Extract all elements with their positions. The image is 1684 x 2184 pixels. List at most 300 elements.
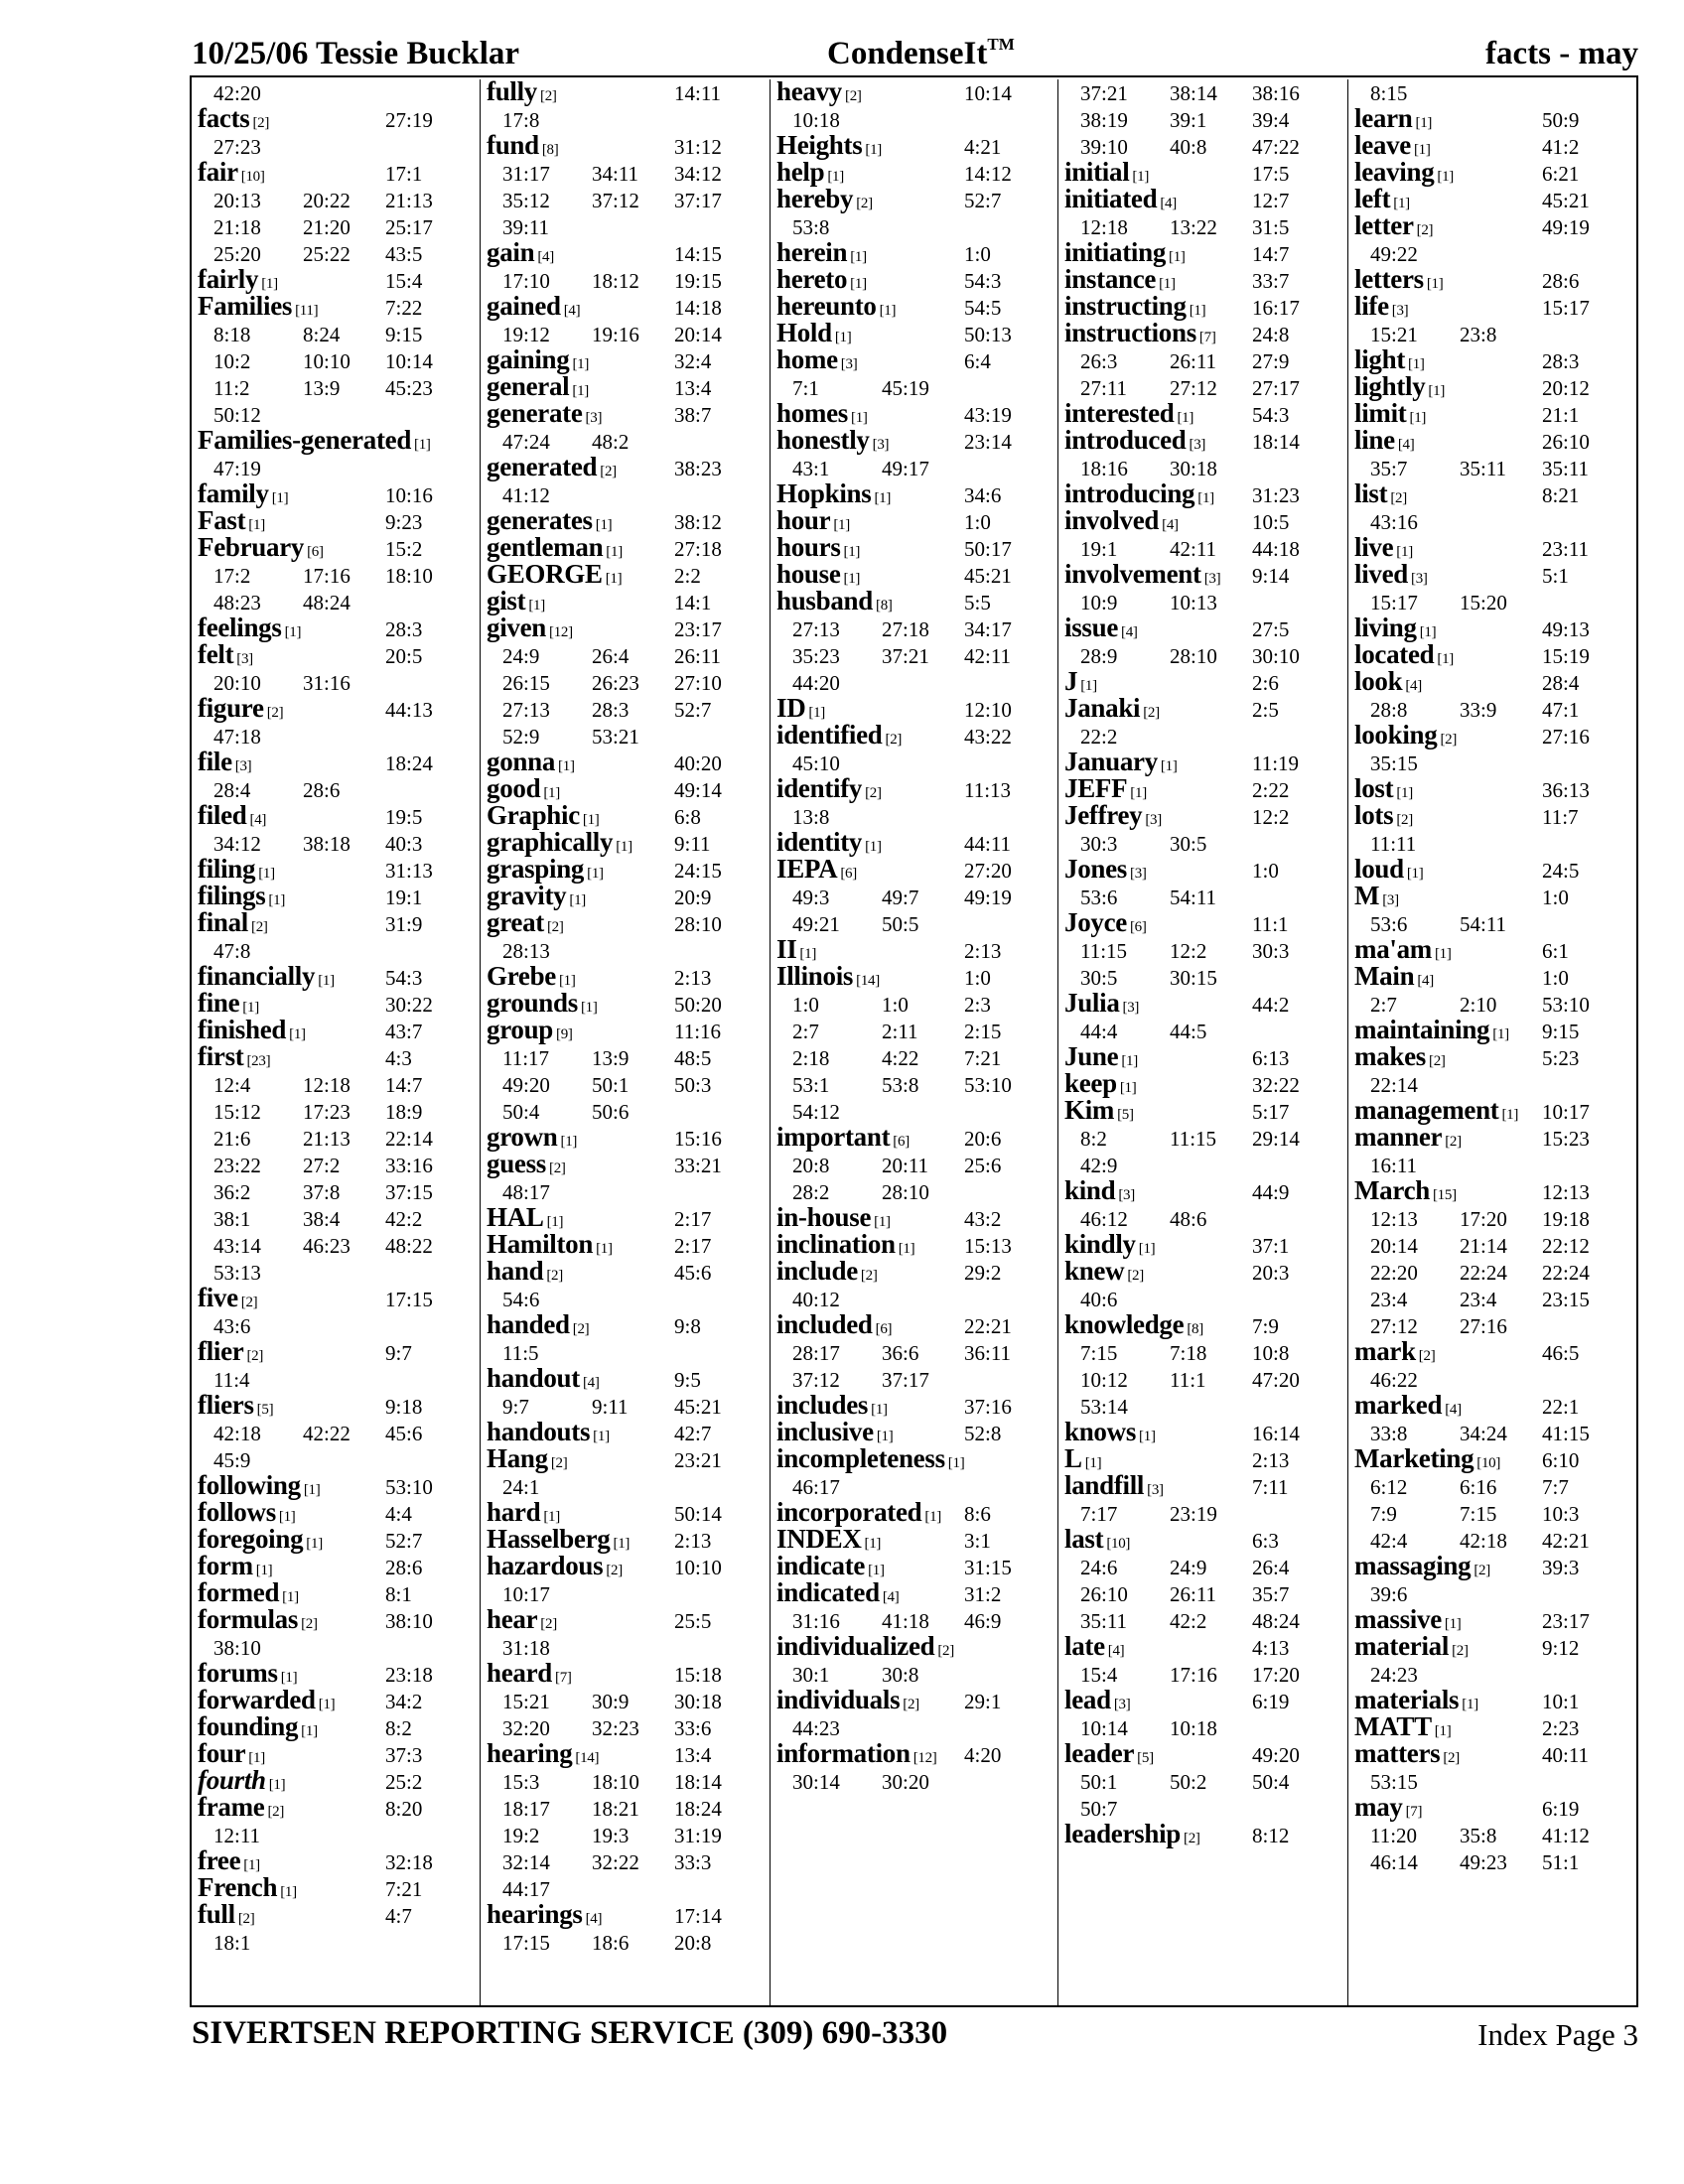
page-line-ref: 1:0 [1252, 859, 1279, 883]
entry-line [1348, 1122, 1637, 1152]
headword-text: IEPA [776, 854, 838, 884]
occurrence-count: [1] [1084, 1455, 1102, 1471]
entry-line [1348, 130, 1637, 160]
entry-line [1348, 1312, 1637, 1339]
page-line-ref: 33:21 [674, 1154, 722, 1177]
entry-line [1058, 318, 1347, 347]
entry-line [1058, 1229, 1347, 1259]
occurrence-count: [1] [268, 892, 286, 908]
entry-line [481, 881, 770, 910]
headword-text: gaining [487, 344, 570, 374]
page-line-ref: 10:8 [1252, 1341, 1290, 1365]
page-line-ref: 28:9 [1080, 644, 1118, 668]
index-entry [192, 1792, 482, 1848]
occurrence-count: [1] [843, 544, 861, 560]
page-line-ref: 44:11 [964, 832, 1012, 856]
entry-line [192, 961, 482, 991]
occurrence-count: [6] [875, 1321, 893, 1337]
page-line-ref: 38:19 [1080, 108, 1128, 132]
entry-line [192, 907, 482, 937]
page-line-ref: 36:11 [964, 1341, 1012, 1365]
entry-line [192, 669, 482, 696]
page-line-ref: 30:14 [792, 1770, 840, 1794]
entry-line [481, 1848, 770, 1875]
occurrence-count: [10] [240, 169, 265, 185]
page-line-ref: 30:10 [1252, 644, 1300, 668]
page-line-ref: 49:7 [882, 886, 919, 909]
entry-line [1348, 103, 1637, 133]
page-line-ref: 11:15 [1170, 1127, 1217, 1151]
page-line-ref: 53:21 [592, 725, 639, 749]
occurrence-count: [4] [1121, 624, 1138, 640]
entry-line [771, 1551, 1059, 1580]
page-line-ref: 13:4 [674, 1743, 712, 1767]
page-line-ref: 18:24 [674, 1797, 722, 1821]
headword-text: learn [1354, 103, 1413, 133]
entry-line [481, 937, 770, 964]
entry-line [192, 589, 482, 615]
page-line-ref: 30:1 [792, 1663, 830, 1687]
page-line-ref: 35:15 [1370, 751, 1418, 775]
page-line-ref: 41:15 [1542, 1422, 1590, 1445]
page-line-ref: 38:10 [385, 1609, 433, 1633]
headword-text: marked [1354, 1390, 1443, 1420]
occurrence-count: [3] [1118, 1187, 1135, 1203]
entry-line [771, 1018, 1059, 1044]
page-line-ref: 10:5 [1252, 510, 1290, 534]
page-line-ref: 2:17 [674, 1234, 712, 1258]
index-entry [1058, 1041, 1347, 1071]
page-line-ref: 53:10 [964, 1073, 1012, 1097]
headword-text: management [1354, 1095, 1499, 1125]
page-line-ref: 2:13 [964, 939, 1002, 963]
occurrence-count: [1] [280, 1884, 297, 1900]
page-line-ref: 42:20 [213, 81, 261, 105]
entry-line [771, 1390, 1059, 1420]
entry-line [771, 1738, 1059, 1768]
occurrence-count: [2] [1474, 1563, 1490, 1578]
page-line-ref: 20:3 [1252, 1261, 1290, 1285]
occurrence-count: [2] [1416, 222, 1434, 238]
page-line-ref: 14:1 [674, 591, 712, 614]
headword-text: letters [1354, 264, 1424, 294]
index-entry [192, 79, 482, 106]
headword-text: makes [1354, 1041, 1426, 1071]
headword-text: incorporated [776, 1497, 922, 1527]
entry-line [192, 1658, 482, 1688]
occurrence-count: [10] [1476, 1455, 1501, 1471]
index-entry [1348, 1390, 1637, 1446]
headword-text: Illinois [776, 961, 854, 991]
entry-line [192, 532, 482, 562]
entry-line [771, 1309, 1059, 1339]
headword-text: located [1354, 639, 1435, 669]
page-line-ref: 27:12 [1370, 1314, 1418, 1338]
page-line-ref: 11:1 [1170, 1368, 1206, 1392]
page-line-ref: 5:1 [1542, 564, 1569, 588]
entry-line [771, 213, 1059, 240]
page-line-ref: 7:21 [385, 1877, 423, 1901]
page-line-ref: 44:4 [1080, 1020, 1118, 1043]
occurrence-count: [2] [237, 1911, 255, 1927]
headword-text: inclination [776, 1229, 896, 1259]
page-line-ref: 21:18 [213, 215, 261, 239]
page-line-ref: 42:2 [385, 1207, 423, 1231]
index-entry [771, 1309, 1059, 1393]
headword-text: fair [198, 157, 238, 187]
page-line-ref: 32:20 [502, 1716, 550, 1740]
page-line-ref: 6:19 [1252, 1690, 1290, 1713]
index-entry [481, 1309, 770, 1366]
entry-line [481, 1229, 770, 1259]
index-entry [1058, 1470, 1347, 1527]
page-line-ref: 8:6 [964, 1502, 991, 1526]
page-line-ref: 17:15 [385, 1288, 433, 1311]
entry-line [481, 1178, 770, 1205]
headword-text: introducing [1064, 478, 1195, 508]
entry-line [771, 1577, 1059, 1607]
occurrence-count: [1] [1501, 1107, 1519, 1123]
index-entry [1058, 157, 1347, 187]
entry-line [1058, 747, 1347, 776]
headword-text: gonna [487, 747, 556, 776]
page-line-ref: 48:2 [592, 430, 630, 454]
headword-text: JEFF [1064, 773, 1128, 803]
index-entry [192, 1577, 482, 1607]
page-line-ref: 12:18 [303, 1073, 351, 1097]
occurrence-count: [8] [541, 142, 559, 158]
occurrence-count: [1] [243, 1857, 260, 1873]
entry-line [192, 1152, 482, 1178]
page-line-ref: 10:18 [792, 108, 840, 132]
entry-line [771, 1339, 1059, 1366]
occurrence-count: [1] [1138, 1241, 1156, 1257]
page-line-ref: 42:11 [1170, 537, 1217, 561]
entry-line [192, 937, 482, 964]
page-line-ref: 15:20 [1460, 591, 1507, 614]
headword-text: grounds [487, 988, 578, 1018]
occurrence-count: [8] [1187, 1321, 1203, 1337]
entry-line [1058, 237, 1347, 267]
page-line-ref: 31:13 [385, 859, 433, 883]
headword-text: following [198, 1470, 301, 1500]
entry-line [192, 1792, 482, 1822]
entry-line [192, 562, 482, 589]
page-line-ref: 12:11 [213, 1824, 261, 1847]
entry-line [1348, 1205, 1637, 1232]
index-entry [192, 1872, 482, 1902]
index-entry [771, 184, 1059, 240]
headword-text: Main [1354, 961, 1415, 991]
entry-line [771, 1714, 1059, 1741]
index-entry [192, 615, 482, 642]
page-line-ref: 49:22 [1370, 242, 1418, 266]
headword-text: forwarded [198, 1685, 316, 1714]
page-line-ref: 27:10 [674, 671, 722, 695]
headword-text: includes [776, 1390, 869, 1420]
page-line-ref: 46:5 [1542, 1341, 1580, 1365]
page-line-ref: 46:23 [303, 1234, 351, 1258]
page-line-ref: 48:6 [1170, 1207, 1207, 1231]
index-entry [771, 505, 1059, 535]
headword-text: given [487, 613, 547, 642]
occurrence-count: [2] [845, 88, 862, 104]
entry-line [192, 639, 482, 669]
occurrence-count: [1] [580, 1000, 598, 1016]
page-line-ref: 25:2 [385, 1770, 423, 1794]
headword-text: grasping [487, 854, 585, 884]
occurrence-count: [2] [251, 919, 268, 935]
page-line-ref: 38:23 [674, 457, 722, 480]
page-line-ref: 30:22 [385, 993, 433, 1017]
entry-line [192, 693, 482, 723]
page-line-ref: 42:9 [1080, 1154, 1118, 1177]
entry-line [481, 1929, 770, 1956]
page-line-ref: 9:14 [1252, 564, 1290, 588]
entry-line [192, 1899, 482, 1929]
headword-text: general [487, 371, 570, 401]
page-line-ref: 12:2 [1170, 939, 1207, 963]
entry-line [771, 1685, 1059, 1714]
headword-text: Families-generated [198, 425, 412, 455]
index-entry [1348, 184, 1637, 213]
page-line-ref: 20:12 [1542, 376, 1590, 400]
headword-text: Hang [487, 1443, 548, 1473]
page-line-ref: 22:24 [1542, 1261, 1590, 1285]
headword-text: four [198, 1738, 246, 1768]
headword-text: M [1354, 881, 1380, 910]
page-line-ref: 18:10 [592, 1770, 639, 1794]
page-line-ref: 30:9 [592, 1690, 630, 1713]
occurrence-count: [1] [1080, 678, 1097, 694]
entry-line [481, 291, 770, 321]
entry-line [481, 1899, 770, 1929]
headword-text: loud [1354, 854, 1404, 884]
page-line-ref: 17:1 [385, 162, 423, 186]
entry-line [481, 773, 770, 803]
page-line-ref: 37:17 [882, 1368, 929, 1392]
occurrence-count: [1] [587, 866, 604, 882]
page-line-ref: 14:18 [674, 296, 722, 320]
headword-text: feelings [198, 613, 282, 642]
entry-line [1348, 1366, 1637, 1393]
page-line-ref: 39:11 [502, 215, 550, 239]
page-line-ref: 49:17 [882, 457, 929, 480]
page-line-ref: 1:0 [1542, 966, 1569, 990]
entry-line [1058, 666, 1347, 696]
page-line-ref: 9:11 [592, 1395, 629, 1419]
occurrence-count: [1] [1169, 249, 1186, 265]
entry-line [1058, 1339, 1347, 1366]
entry-line [481, 1822, 770, 1848]
headword-text: fund [487, 130, 539, 160]
page-line-ref: 19:12 [502, 323, 550, 346]
page-line-ref: 10:10 [303, 349, 351, 373]
headword-text: Fast [198, 505, 246, 535]
entry-line [1348, 1738, 1637, 1768]
index-entry [771, 425, 1059, 481]
index-entry [771, 1631, 1059, 1688]
page-line-ref: 52:8 [964, 1422, 1002, 1445]
page-line-ref: 37:1 [1252, 1234, 1290, 1258]
index-entry [1348, 1015, 1637, 1044]
page-line-ref: 11:15 [1080, 939, 1128, 963]
headword-text: knowledge [1064, 1309, 1185, 1339]
occurrence-count: [2] [860, 1268, 878, 1284]
index-entry [1348, 666, 1637, 723]
occurrence-count: [1] [289, 1026, 306, 1042]
entry-line [192, 240, 482, 267]
entry-line [192, 1420, 482, 1446]
index-entry [192, 1899, 482, 1956]
page-line-ref: 50:20 [674, 993, 722, 1017]
page-line-ref: 11:11 [1370, 832, 1417, 856]
occurrence-count: [1] [864, 1536, 882, 1552]
headword-text: handed [487, 1309, 570, 1339]
headword-text: individuals [776, 1685, 901, 1714]
page-line-ref: 25:17 [385, 215, 433, 239]
headword-text: INDEX [776, 1524, 862, 1554]
occurrence-count: [1] [1492, 1026, 1509, 1042]
header-product [827, 36, 1015, 72]
page-line-ref: 28:10 [882, 1180, 929, 1204]
headword-text: ID [776, 693, 806, 723]
page-line-ref: 8:12 [1252, 1824, 1290, 1847]
page-line-ref: 14:12 [964, 162, 1012, 186]
occurrence-count: [1] [1434, 1723, 1452, 1739]
entry-line [192, 1822, 482, 1848]
occurrence-count: [1] [546, 1214, 564, 1230]
index-entry [192, 961, 482, 991]
page-line-ref: 23:14 [964, 430, 1012, 454]
page-line-ref: 37:16 [964, 1395, 1012, 1419]
index-entry [192, 103, 482, 160]
occurrence-count: [1] [865, 839, 882, 855]
headword-text: heard [487, 1658, 553, 1688]
page-line-ref: 37:21 [1080, 81, 1128, 105]
occurrence-count: [1] [850, 276, 867, 292]
page-line-ref: 24:8 [1252, 323, 1290, 346]
index-entry [481, 586, 770, 615]
headword-text: Marketing [1354, 1443, 1474, 1473]
page-line-ref: 20:22 [303, 189, 351, 212]
headword-text: finished [198, 1015, 287, 1044]
entry-line [771, 991, 1059, 1018]
page-line-ref: 30:8 [882, 1663, 919, 1687]
index-entry [1058, 425, 1347, 481]
page-line-ref: 2:13 [674, 966, 712, 990]
entry-line [1058, 642, 1347, 669]
occurrence-count: [1] [898, 1241, 915, 1257]
headword-text: lost [1354, 773, 1394, 803]
index-entry [1058, 1443, 1347, 1473]
headword-text: good [487, 773, 541, 803]
headword-text: gained [487, 291, 561, 321]
occurrence-count: [1] [280, 1670, 298, 1686]
page-line-ref: 23:17 [1542, 1609, 1590, 1633]
occurrence-count: [1] [543, 785, 560, 801]
entry-line [192, 1125, 482, 1152]
page-line-ref: 54:3 [1252, 403, 1290, 427]
entry-line [1058, 1631, 1347, 1661]
page-line-ref: 53:15 [1370, 1770, 1418, 1794]
entry-line [771, 237, 1059, 267]
index-entry [192, 1738, 482, 1768]
page-line-ref: 27:13 [792, 617, 840, 641]
occurrence-count: [6] [1129, 919, 1147, 935]
index-entry [481, 452, 770, 508]
page-line-ref: 50:13 [964, 323, 1012, 346]
index-entry [481, 907, 770, 964]
page-line-ref: 40:11 [1542, 1743, 1590, 1767]
index-entry [192, 478, 482, 508]
occurrence-count: [3] [1391, 303, 1409, 319]
headword-text: late [1064, 1631, 1105, 1661]
occurrence-count: [1] [1419, 624, 1437, 640]
page-line-ref: 8:21 [1542, 483, 1580, 507]
entry-line [192, 776, 482, 803]
index-entry [1058, 184, 1347, 240]
headword-text: hazardous [487, 1551, 604, 1580]
page-line-ref: 18:14 [1252, 430, 1300, 454]
page-line-ref: 45:21 [674, 1395, 722, 1419]
page-line-ref: 49:20 [1252, 1743, 1300, 1767]
page-line-ref: 1:0 [1542, 886, 1569, 909]
headword-text: Hasselberg [487, 1524, 611, 1554]
entry-line [481, 696, 770, 723]
index-entry [771, 559, 1059, 589]
page-line-ref: 43:1 [792, 457, 830, 480]
headword-text: honestly [776, 425, 870, 455]
index-table [190, 75, 1638, 2007]
entry-line [481, 237, 770, 267]
page-line-ref: 42:22 [303, 1422, 351, 1445]
entry-line [1348, 184, 1637, 213]
page-line-ref: 18:1 [213, 1931, 251, 1955]
occurrence-count: [2] [540, 1616, 557, 1632]
entry-line [1058, 1554, 1347, 1580]
entry-line [192, 1205, 482, 1232]
index-entry [771, 1577, 1059, 1634]
headword-text: hours [776, 532, 841, 562]
headword-text: information [776, 1738, 911, 1768]
occurrence-count: [1] [868, 1563, 885, 1578]
index-entry [192, 1283, 482, 1339]
page-footer [192, 2015, 1638, 2057]
headword-text: live [1354, 532, 1394, 562]
page-line-ref: 10:17 [502, 1582, 550, 1606]
entry-line [1058, 800, 1347, 830]
page-line-ref: 30:3 [1252, 939, 1290, 963]
occurrence-count: [5] [1117, 1107, 1134, 1123]
page-line-ref: 12:13 [1542, 1180, 1590, 1204]
occurrence-count: [7] [1405, 1804, 1423, 1820]
occurrence-count: [1] [834, 330, 852, 345]
page-line-ref: 17:10 [502, 269, 550, 293]
page-line-ref: 50:2 [1170, 1770, 1207, 1794]
page-line-ref: 16:17 [1252, 296, 1300, 320]
page-line-ref: 50:3 [674, 1073, 712, 1097]
index-entry [1348, 1122, 1637, 1178]
page-line-ref: 8:18 [213, 323, 251, 346]
occurrence-count: [2] [1443, 1750, 1460, 1766]
index-entry [481, 1658, 770, 1741]
page-line-ref: 37:12 [792, 1368, 840, 1392]
occurrence-count: [1] [318, 1697, 336, 1712]
headword-text: June [1064, 1041, 1119, 1071]
page-line-ref: 28:13 [502, 939, 550, 963]
page-line-ref: 43:16 [1370, 510, 1418, 534]
